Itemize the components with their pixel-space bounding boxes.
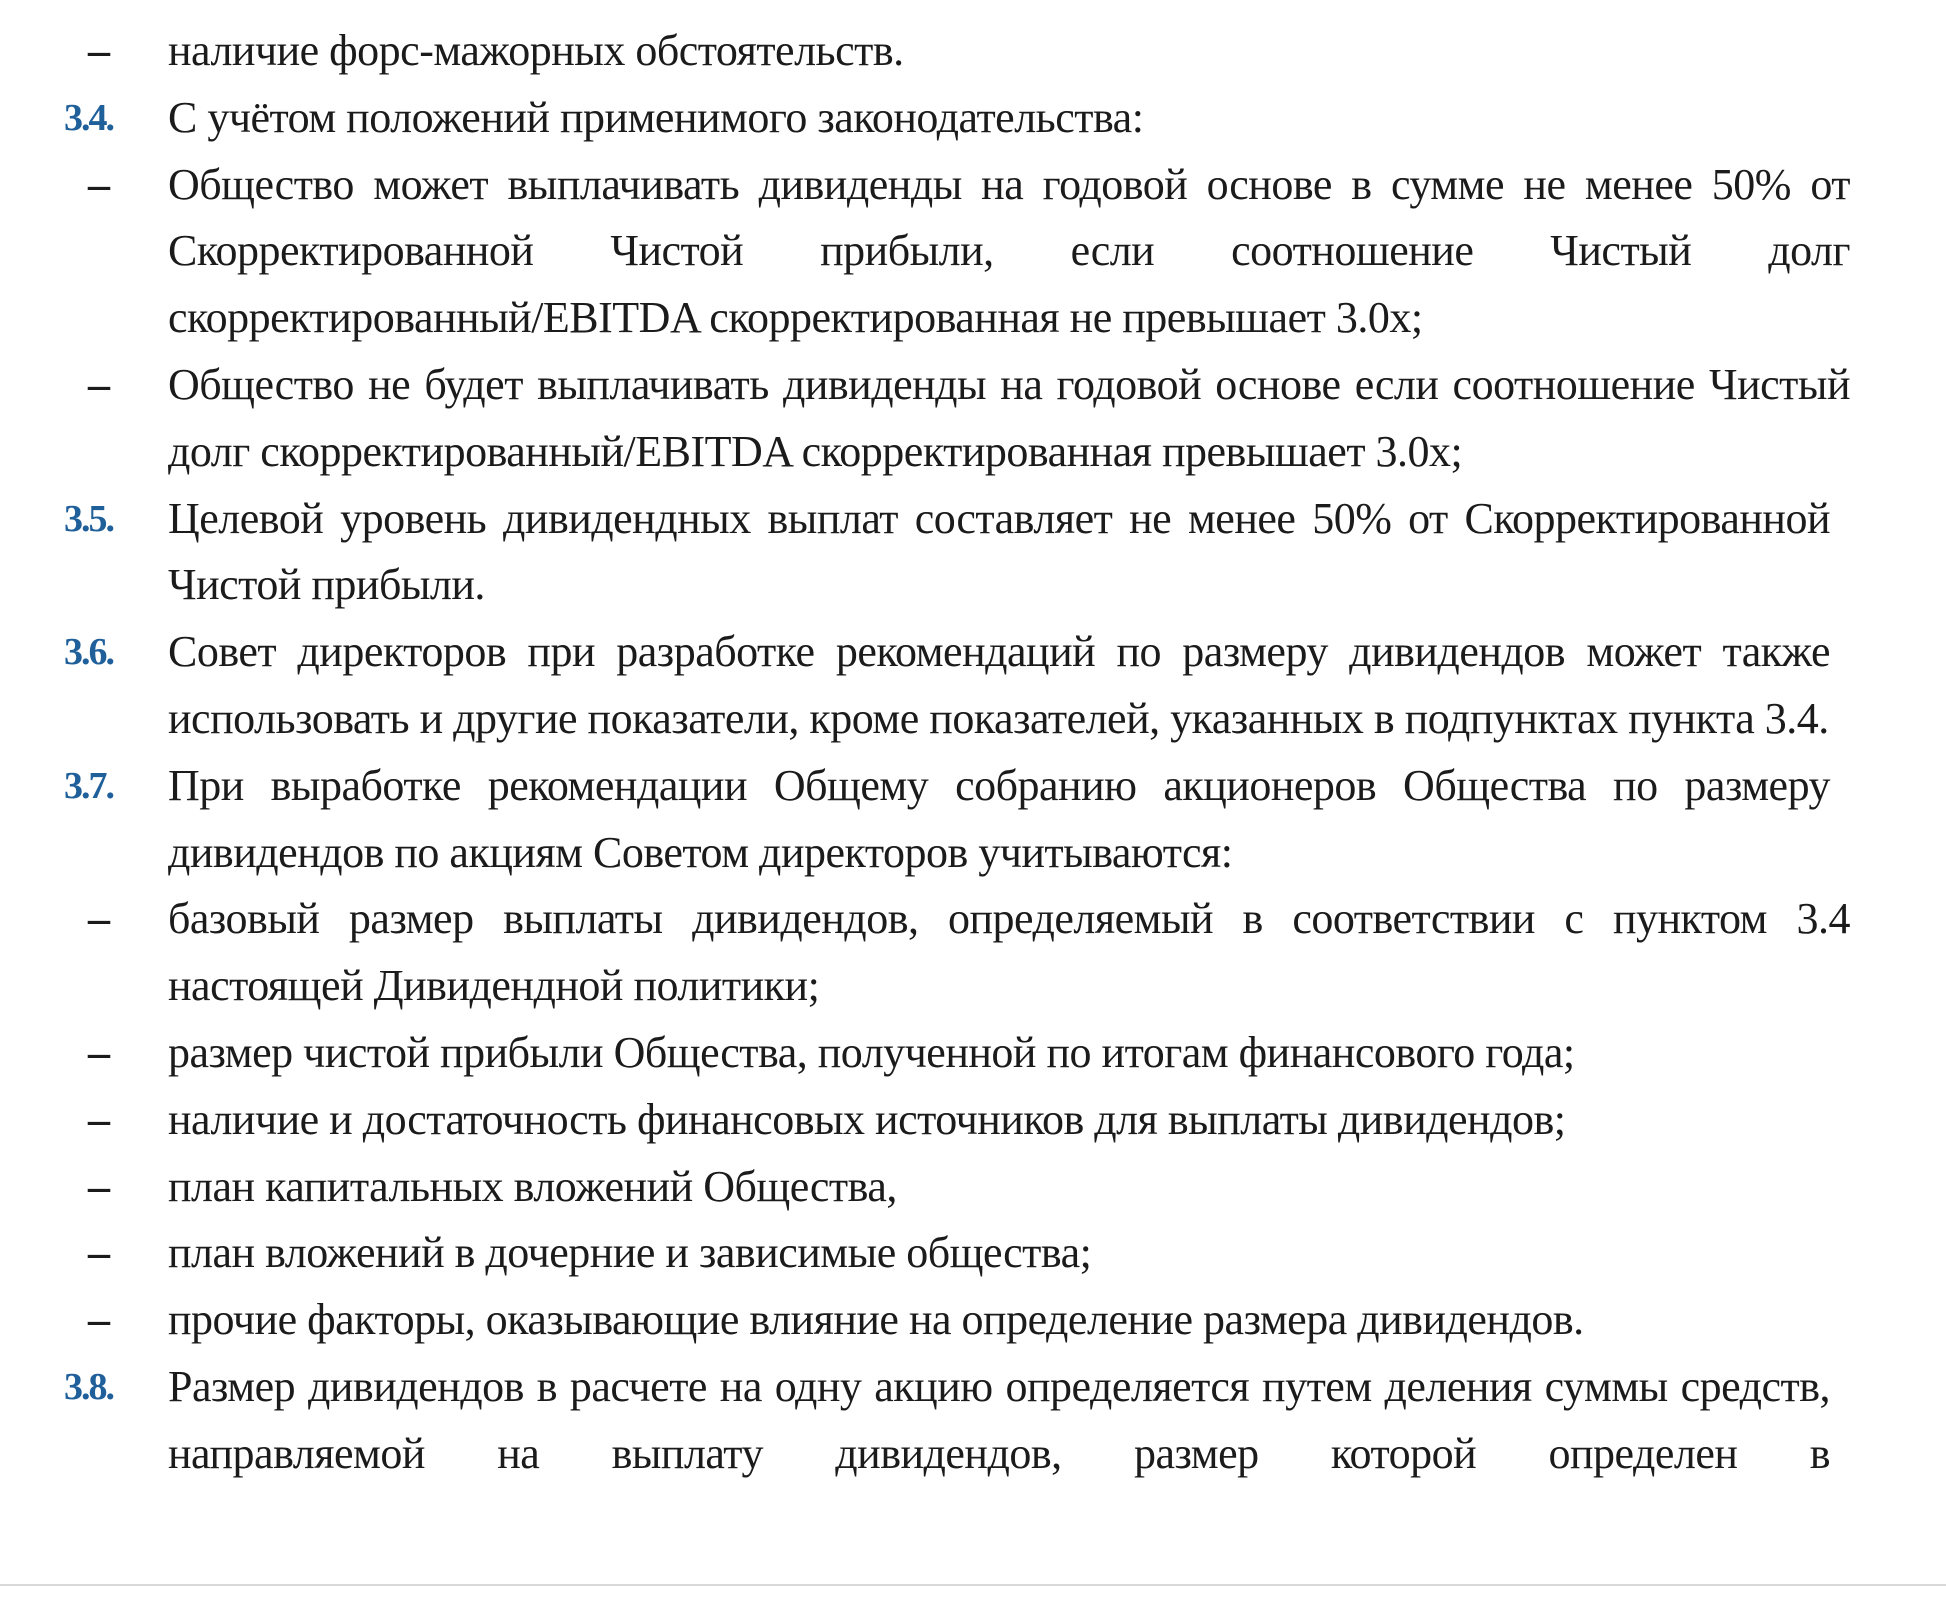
- list-item-text: наличие и достаточность финансовых источников для выплаты дивидендов;: [168, 1094, 1566, 1144]
- clause-number: 3.5.: [64, 497, 113, 540]
- clause-text: При выработке рекомендации Общему собранию акционеров Общества по размеру дивидендов по акциям Советом директоров учитываются:: [168, 760, 1830, 877]
- clause-number: 3.7.: [64, 764, 113, 807]
- list-item-text: прочие факторы, оказывающие влияние на определение размера дивидендов.: [168, 1295, 1584, 1345]
- page-bottom-divider: [0, 1584, 1946, 1586]
- clause-3-7: [0, 753, 1946, 887]
- list-item: [0, 352, 1946, 486]
- list-item-text: план вложений в дочерние и зависимые общества;: [168, 1228, 1092, 1278]
- list-item: [0, 1087, 1946, 1154]
- list-item: [0, 886, 1946, 1020]
- clause-text: С учётом положений применимого законодательства:: [168, 92, 1144, 142]
- list-item-text: базовый размер выплаты дивидендов, определяемый в соответствии с пунктом 3.4 настоящей Дивидендной политики;: [168, 894, 1850, 1011]
- document-page: [0, 18, 1946, 1488]
- dash-marker: –: [88, 1027, 110, 1077]
- clause-text: Размер дивидендов в расчете на одну акцию определяется путем деления суммы средств, направляемой на выплату дивидендов, размер которой определен в: [168, 1361, 1830, 1478]
- list-item: [0, 1220, 1946, 1287]
- clause-3-6: [0, 619, 1946, 753]
- clause-3-8: [0, 1354, 1946, 1488]
- list-item-text: размер чистой прибыли Общества, полученной по итогам финансового года;: [168, 1027, 1575, 1077]
- dash-marker: –: [88, 159, 110, 209]
- list-item: [0, 1020, 1946, 1087]
- dash-marker: –: [88, 1094, 110, 1144]
- dash-marker: –: [88, 1228, 110, 1278]
- clause-number: 3.8.: [64, 1365, 113, 1408]
- clause-text: Совет директоров при разработке рекомендаций по размеру дивидендов может также использовать и другие показатели, кроме показателей, указанных в подпунктах пункта 3.4.: [168, 627, 1830, 743]
- clause-text: Целевой уровень дивидендных выплат составляет не менее 50% от Скорректированной Чистой прибыли.: [168, 493, 1830, 610]
- dash-marker: –: [88, 26, 110, 75]
- dash-marker: –: [88, 1295, 110, 1345]
- clause-3-5: [0, 486, 1946, 620]
- dash-marker: –: [88, 894, 110, 944]
- list-item-text: Общество может выплачивать дивиденды на годовой основе в сумме не менее 50% от Скорректированной Чистой прибыли, если соотношение Чистый долг скорректированный/EBITDA скорректированная не превышает 3.0x;: [168, 159, 1850, 343]
- list-item: [0, 1154, 1946, 1221]
- list-item-text: наличие форс-мажорных обстоятельств.: [168, 26, 904, 75]
- list-item: [0, 18, 1946, 85]
- list-item: [0, 1287, 1946, 1354]
- dash-marker: –: [88, 1161, 110, 1211]
- clause-number: 3.4.: [64, 96, 113, 139]
- list-item: [0, 152, 1946, 352]
- list-item-text: план капитальных вложений Общества,: [168, 1161, 897, 1211]
- dash-marker: –: [88, 359, 110, 409]
- clause-number: 3.6.: [64, 631, 113, 674]
- clause-3-4: [0, 85, 1946, 152]
- list-item-text: Общество не будет выплачивать дивиденды на годовой основе если соотношение Чистый долг скорректированный/EBITDA скорректированная превышает 3.0x;: [168, 359, 1850, 476]
